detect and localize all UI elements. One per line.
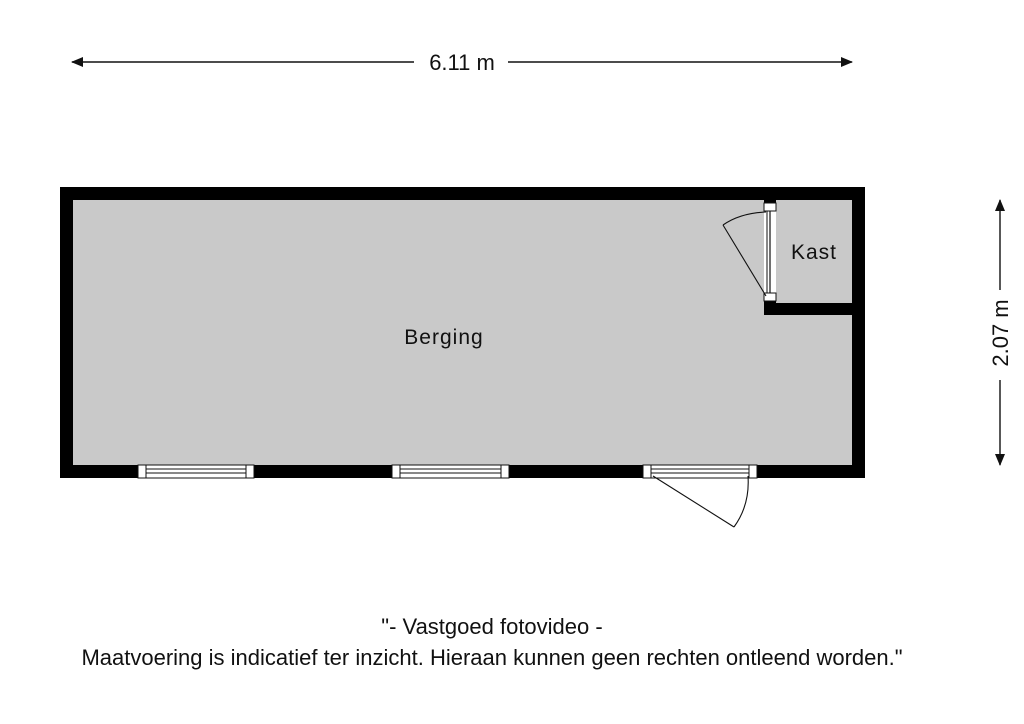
entrance-door-opening bbox=[643, 465, 757, 478]
kast-door-jamb-bottom bbox=[764, 293, 776, 301]
width-dimension bbox=[72, 50, 852, 75]
entrance-door-leaf bbox=[653, 476, 734, 527]
window-2 bbox=[392, 465, 509, 478]
footer-disclaimer: Maatvoering is indicatief ter inzicht. Hieraan kunnen geen rechten ontleend worden." bbox=[81, 645, 903, 670]
room-label-berging: Berging bbox=[404, 326, 484, 349]
height-dimension-label: 2.07 m bbox=[988, 299, 1013, 367]
width-dimension-label: 6.11 m bbox=[429, 50, 495, 75]
height-dimension bbox=[988, 200, 1013, 465]
entrance-door-jamb-right bbox=[749, 465, 757, 478]
kast-door-jamb-top bbox=[764, 203, 776, 211]
entrance-door-jamb-left bbox=[643, 465, 651, 478]
room-label-kast: Kast bbox=[790, 241, 838, 264]
entrance-door bbox=[643, 465, 757, 527]
entrance-door-swing-arc bbox=[734, 476, 748, 527]
window-1 bbox=[138, 465, 254, 478]
kast-wall-horizontal bbox=[764, 303, 852, 315]
footer-credit: "- Vastgoed fotovideo - bbox=[381, 614, 603, 639]
